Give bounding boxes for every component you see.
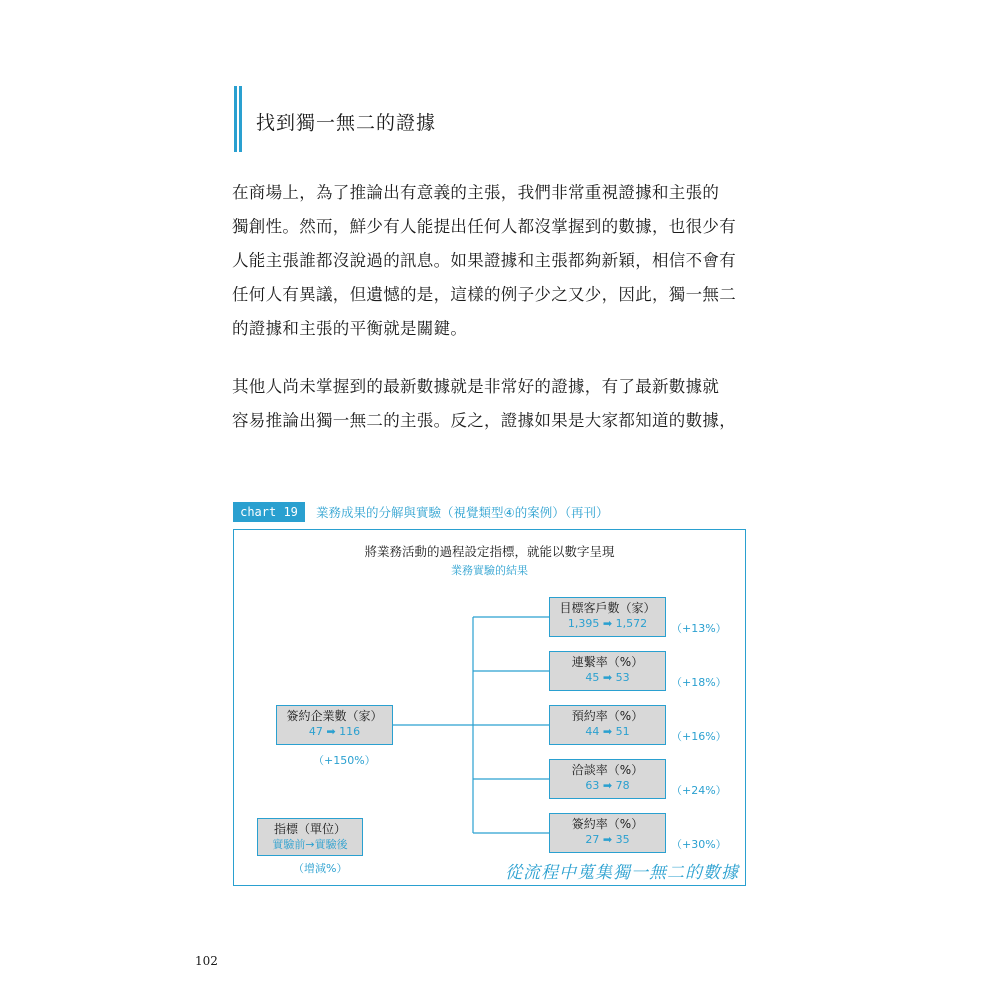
metric-box-contract-rate (549, 813, 666, 853)
metric-box-contact-rate (549, 651, 666, 691)
metric-label: 簽約率（%） (571, 817, 644, 831)
root-percent: （+150%） (313, 754, 376, 767)
paragraph-line: 的證據和主張的平衡就是關鍵。 (232, 319, 468, 338)
section-heading: 找到獨一無二的證據 (256, 112, 437, 134)
legend-label: 指標（單位） (273, 822, 346, 836)
paragraph-line: 人能主張誰都沒說過的訊息。如果證據和主張都夠新穎，相信不會有 (232, 251, 736, 270)
paragraph-1 (232, 176, 772, 346)
paragraph-line: 容易推論出獨一無二的主張。反之，證據如果是大家都知道的數據， (232, 411, 736, 430)
heading-accent-bar (234, 86, 242, 152)
metric-percent: （+24%） (671, 784, 727, 797)
legend-value: 實驗前→實驗後 (272, 838, 348, 851)
paragraph-line: 其他人尚未掌握到的最新數據就是非常好的證據，有了最新數據就 (232, 377, 720, 396)
page-number: 102 (195, 954, 218, 968)
metric-label: 預約率（%） (571, 709, 644, 723)
metric-percent: （+30%） (671, 838, 727, 851)
metric-percent: （+13%） (671, 622, 727, 635)
root-metric-box (276, 705, 393, 745)
metric-box-target-clients (549, 597, 666, 637)
legend-box (257, 818, 363, 856)
metric-value: 45 ➡ 53 (585, 671, 630, 684)
handwritten-callout: 從流程中蒐集獨一無二的數據 (505, 863, 739, 883)
metric-label: 簽約企業數（家） (286, 709, 383, 723)
metric-value: 27 ➡ 35 (585, 833, 630, 846)
paragraph-line: 在商場上，為了推論出有意義的主張，我們非常重視證據和主張的 (232, 183, 720, 202)
paragraph-line: 任何人有異議，但遺憾的是，這樣的例子少之又少，因此，獨一無二 (232, 285, 736, 304)
metric-value: 44 ➡ 51 (585, 725, 630, 738)
metric-box-negotiation-rate (549, 759, 666, 799)
chart-tag: chart 19 (233, 502, 305, 522)
metric-value: 63 ➡ 78 (585, 779, 630, 792)
paragraph-line: 獨創性。然而，鮮少有人能提出任何人都沒掌握到的數據，也很少有 (232, 217, 736, 236)
paragraph-2 (232, 370, 772, 438)
metric-label: 洽談率（%） (571, 763, 644, 777)
legend-percent: （增減%） (293, 862, 348, 875)
chart-title: 業務成果的分解與實驗（視覺類型④的案例）（再刊） (316, 505, 609, 520)
metric-percent: （+18%） (671, 676, 727, 689)
metric-label: 目標客戶數（家） (559, 601, 656, 615)
metric-value: 1,395 ➡ 1,572 (567, 617, 648, 630)
diagram-subtitle: 業務實驗的結果 (451, 564, 528, 577)
diagram-title: 將業務活動的過程設定指標，就能以數字呈現 (364, 544, 615, 559)
metric-label: 連繫率（%） (571, 655, 644, 669)
metric-percent: （+16%） (671, 730, 727, 743)
metric-box-appointment-rate (549, 705, 666, 745)
metric-value: 47 ➡ 116 (308, 725, 361, 738)
